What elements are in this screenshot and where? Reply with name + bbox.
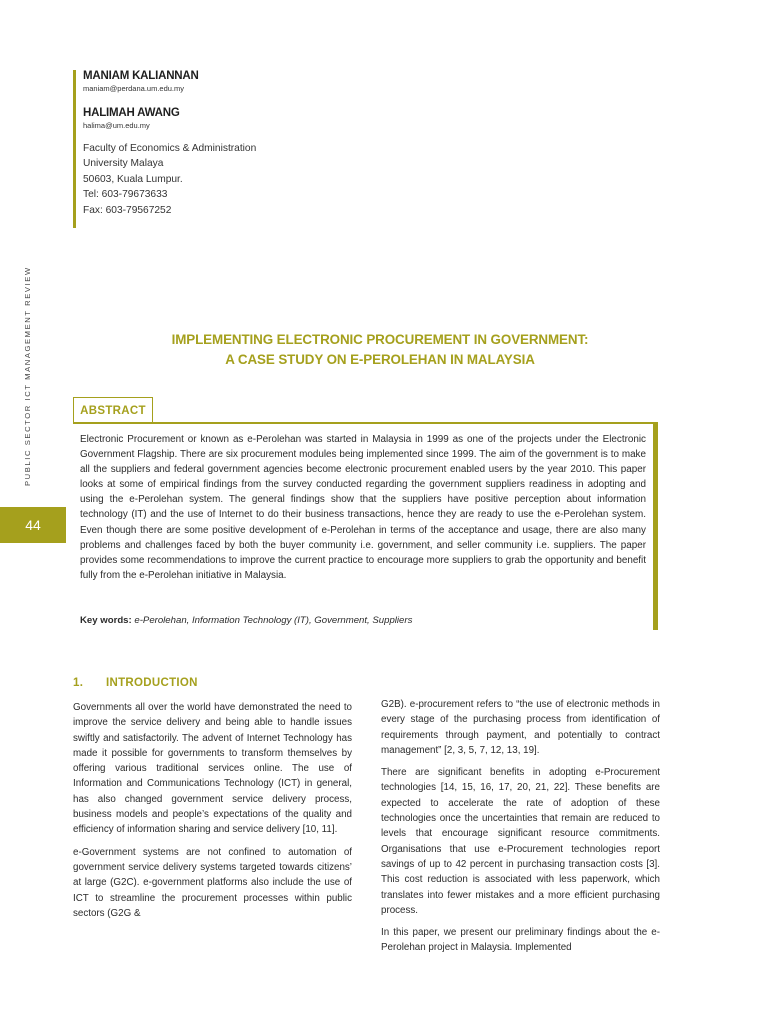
affiliation-line: University Malaya (83, 158, 164, 170)
paragraph: Governments all over the world have demonstrated the need to improve the service delivery and being able to handle issues swiftly and satisfactorily. The advent of Internet Technology has made it possible for governments to transform themselves by offering various traditional services online. The use of Information and Communications Technology (ICT) in general, has also changed government service delivery process, business models and people’s expectations of the quality and efficiency of information sharing and service delivery [10, 11]. (73, 702, 352, 836)
paragraph: e-Government systems are not confined to automation of government service delivery systems targeted towards citizens’ at large (G2C). e-government platforms also include the use of ICT to streamline the procurement processes within public sectors (G2G & (73, 846, 352, 919)
body-column-right (381, 697, 660, 963)
affiliation-line: 50603, Kuala Lumpur. (83, 173, 183, 185)
abstract-side-bar (653, 422, 658, 630)
affiliation-line: Fax: 603-79567252 (83, 204, 172, 216)
title-line: IMPLEMENTING ELECTRONIC PROCUREMENT IN GOVERNMENT: (171, 332, 589, 347)
keywords-text: e-Perolehan, Information Technology (IT), Government, Suppliers (131, 615, 413, 626)
section-heading (73, 677, 198, 689)
keywords (80, 615, 646, 626)
body-column-left (73, 700, 352, 928)
section-number: 1. (73, 677, 84, 689)
paper-title (80, 330, 680, 370)
page-number-text: 44 (25, 517, 41, 533)
paragraph: G2B). e-procurement refers to “the use of electronic methods in every stage of the purchasing process from identification of requirements through payment, and potentially to contract management” [2, 3, 5, 7, 12, 13, 19]. (381, 699, 660, 756)
affiliation-line: Faculty of Economics & Administration (83, 143, 257, 154)
journal-side-title: PUBLIC SECTOR ICT MANAGEMENT REVIEW (23, 266, 32, 486)
author-name: HALIMAH AWANG (83, 107, 180, 119)
author-email[interactable]: maniam@perdana.um.edu.my (83, 84, 184, 93)
author-block (73, 70, 473, 228)
affiliation (83, 141, 473, 218)
section-title: INTRODUCTION (106, 677, 198, 689)
author-email[interactable]: halima@um.edu.my (83, 121, 150, 130)
abstract-text: Electronic Procurement or known as e-Perolehan was started in Malaysia in 1999 as one of the projects under the Electronic Government Flagship. There are six procurement modules being implemented since 1999. The aim of the government is to make all the suppliers and federal government agencies become electronic procurement enabled users by the year 2010. This paper looks at some of empirical findings from the survey conducted regarding the government suppliers readiness in adopting and using the e-Perolehan system. The general findings show that the suppliers have positive perception about information technology (IT) and the use of Internet to do their business transactions, hence they are ready to use the e-Perolehan system. Even though there are some positive development of e-Perolehan in terms of the acceptance and usage, there are also many problems and challenges faced by both the buyer community i.e. government, and seller community i.e. suppliers. The paper provides some recommendations to improve the current practice to encourage more suppliers to grab the opportunity and benefit fully from the e-Perolehan initiative in Malaysia. (80, 434, 646, 581)
title-line: A CASE STUDY ON E-PEROLEHAN IN MALAYSIA (225, 352, 535, 367)
keywords-label: Key words: (80, 615, 132, 626)
abstract-heading: ABSTRACT (73, 397, 153, 423)
author-name: MANIAM KALIANNAN (83, 70, 199, 82)
affiliation-line: Tel: 603-79673633 (83, 189, 168, 201)
page-number (0, 507, 66, 543)
abstract-divider (73, 422, 658, 424)
paragraph: There are significant benefits in adopting e-Procurement technologies [14, 15, 16, 17, 20, 21, 22]. These benefits are expected to accelerate the rate of adoption of these technologies once the uncertainties that remain are reduced to levels that encourage significant resource commitments. Organisations that use e-Procurement technologies report savings of up to 42 percent in purchasing transaction costs [3]. This cost reduction is associated with less paperwork, which translates into fewer mistakes and a more efficient purchasing process. (381, 767, 660, 916)
paragraph: In this paper, we present our preliminary findings about the e-Perolehan project in Malaysia. Implemented (381, 927, 660, 954)
